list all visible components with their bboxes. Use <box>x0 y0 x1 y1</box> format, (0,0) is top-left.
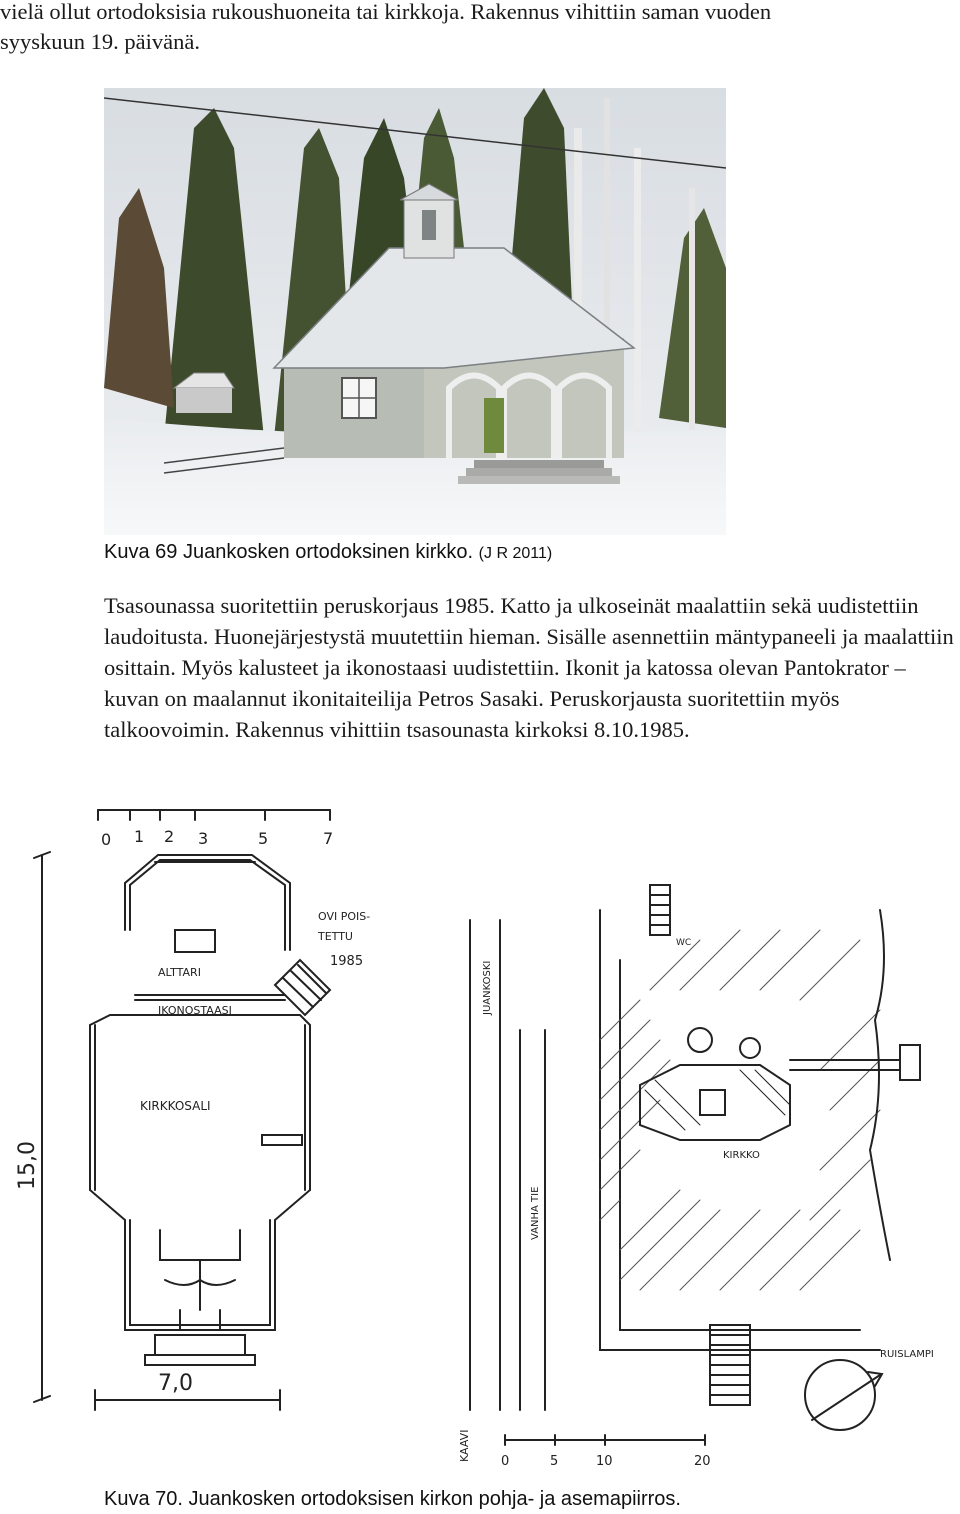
church-photo-illustration <box>104 88 726 535</box>
lake-label: RUISLAMPI <box>880 1349 934 1360</box>
body-paragraph: Tsasounassa suoritettiin peruskorjaus 1985. Katto ja ulkoseinät maalattiin sekä uudistettiin laudoitusta. Huonejärjestystä muutettiin hieman. Sisälle asennettiin mäntypaneeli ja maalattiin osittain. Myös kalusteet ja ikonostaasi uudistettiin. Ikonit ja katossa olevan Pantokrator –kuvan on maalannut ikonitaiteilija Petros Sasaki. Peruskorjausta suoritettiin myös talkoovoimin. Rakennus vihittiin tsasounasta kirkoksi 8.10.1985. <box>104 593 954 742</box>
site-scale-tick-10: 10 <box>596 1454 613 1469</box>
photo-caption-credit: (J R 2011) <box>478 545 553 562</box>
figure-caption: Kuva 70. Juankosken ortodoksisen kirkon pohja- ja asemapiirros. <box>104 1488 681 1510</box>
church-photo <box>104 88 726 535</box>
nave-label: KIRKKOSALI <box>140 1099 211 1113</box>
site-scale-tick-20: 20 <box>694 1454 711 1469</box>
wc-label: WC <box>676 938 692 948</box>
intro-paragraph: vielä ollut ortodoksisia rukoushuoneita tai kirkkoja. Rakennus vihittiin saman vuoden syyskuun 19. päivänä. <box>0 0 772 54</box>
length-dimension: 15,0 <box>15 1141 40 1190</box>
site-scale-tick-0: 0 <box>501 1454 510 1469</box>
plan-scale-tick-5: 5 <box>258 829 269 848</box>
plan-scale-tick-2: 2 <box>164 827 175 846</box>
plan-drawing-svg <box>0 790 960 1470</box>
door-note-line-2: TETTU <box>318 930 353 943</box>
road-juankoski-label: JUANKOSKI <box>482 960 493 1015</box>
door-note-year: 1985 <box>330 954 364 969</box>
road-vanha-tie-label: VANHA TIE <box>530 1186 541 1240</box>
photo-caption <box>104 541 552 564</box>
site-scale-tick-5: 5 <box>550 1454 559 1469</box>
church-site-label: KIRKKO <box>723 1150 760 1161</box>
door-note-line-1: OVI POIS- <box>318 910 371 923</box>
plan-scale-tick-7: 7 <box>323 829 334 848</box>
plan-scale-tick-0: 0 <box>101 830 112 849</box>
plan-scale-tick-3: 3 <box>198 829 209 848</box>
plan-scale-tick-1: 1 <box>134 827 145 846</box>
road-kaavi-label: KAAVI <box>458 1429 471 1462</box>
plan-drawing <box>0 790 960 1470</box>
altar-label: ALTTARI <box>158 966 201 979</box>
width-dimension: 7,0 <box>158 1371 193 1396</box>
photo-caption-main: Kuva 69 Juankosken ortodoksinen kirkko. <box>104 541 474 563</box>
iconostasis-label: IKONOSTAASI <box>158 1004 232 1017</box>
